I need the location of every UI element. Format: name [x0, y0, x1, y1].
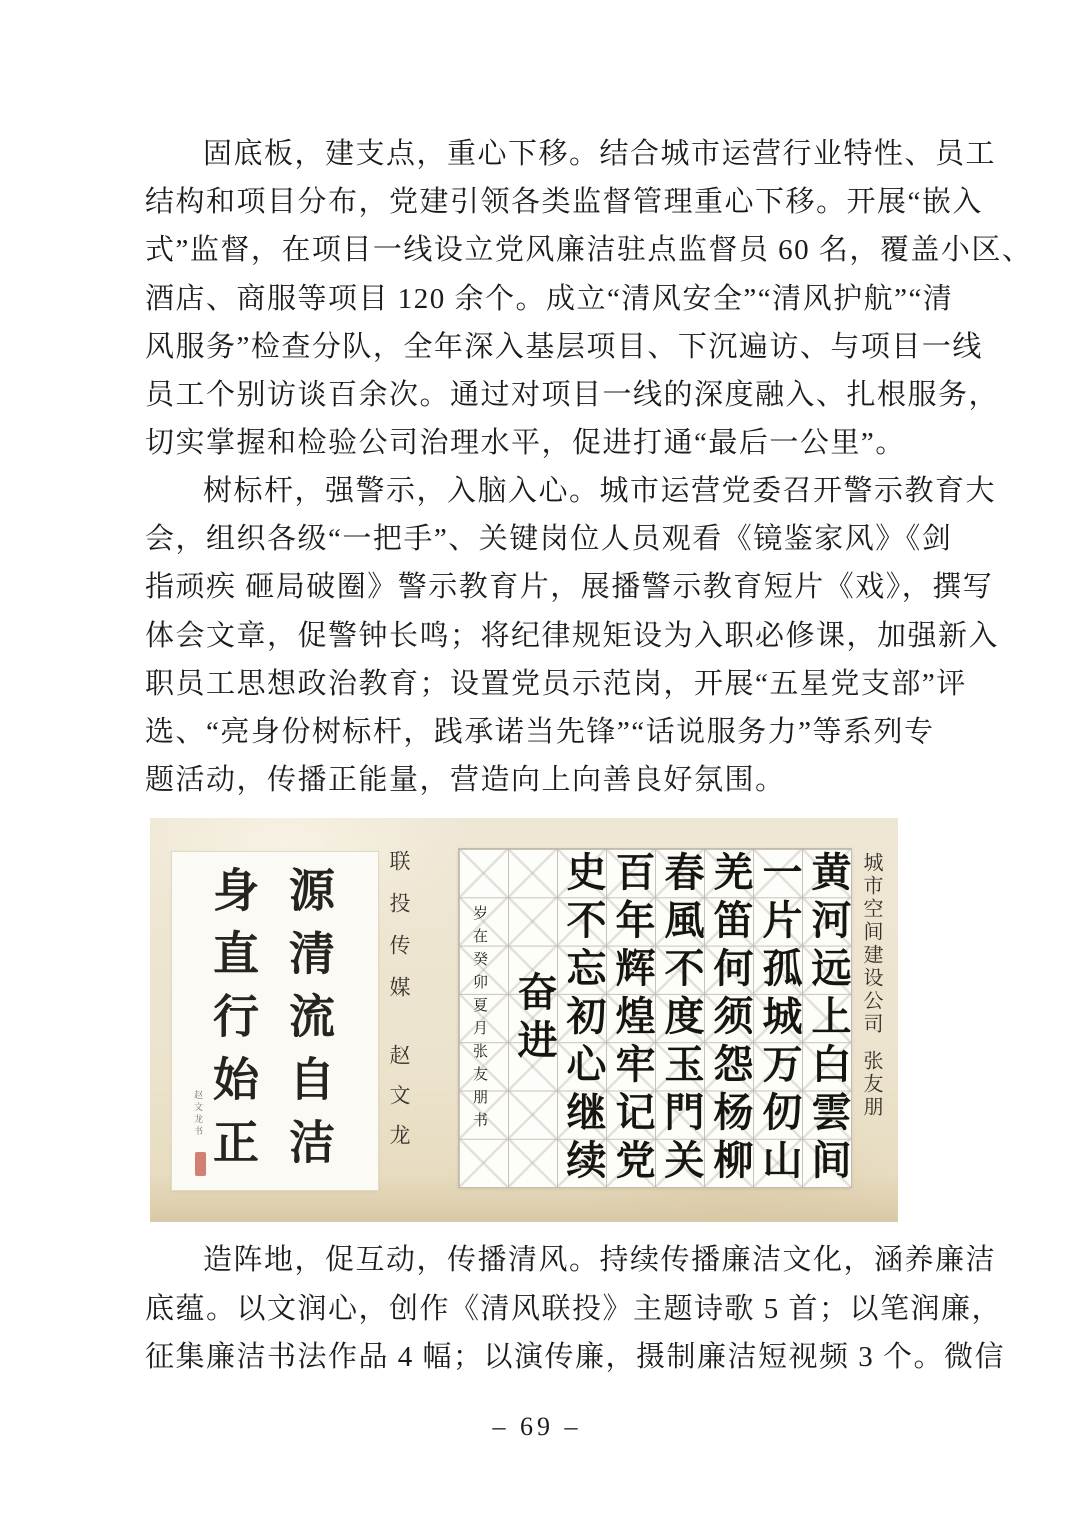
left-calligraphy-panel [172, 852, 378, 1190]
grid-signature: 岁在癸卯夏月张友朋书 [471, 905, 487, 1135]
page-number: – 69 – [492, 1412, 582, 1441]
scroll-column-right: 源清流自洁 [283, 866, 334, 1181]
text-line: 造阵地，促互动，传播清风。持续传播廉洁文化，涵养廉洁 [203, 1244, 997, 1276]
paragraph-1 [145, 130, 1033, 467]
scroll-column-left: 身直行始正 [207, 866, 258, 1181]
grid-column-4: 春風不度玉門关 [659, 851, 704, 1187]
grid-column-6: 史不忘初心继续 [561, 851, 606, 1187]
right-caption-org: 城市空间建设公司 [860, 852, 882, 1036]
text-line: 指顽疾 砸局破圈》警示教育片，展播警示教育短片《戏》，撰写 [145, 571, 994, 604]
paragraph-3 [145, 1236, 1006, 1382]
text-line: 底蕴。以文润心，创作《清风联投》主题诗歌 5 首；以笔润廉， [145, 1292, 1003, 1325]
text-line: 体会文章，促警钟长鸣；将纪律规矩设为入职必修课，加强新入 [145, 619, 1000, 652]
text-line: 切实掌握和检验公司治理水平，促进打通“最后一公里”。 [145, 427, 906, 460]
text-line: 员工个别访谈百余次。通过对项目一线的深度融入、扎根服务， [145, 378, 1000, 411]
text-line: 职员工思想政治教育；设置党员示范岗，开展“五星党支部”评 [145, 667, 967, 700]
text-line: 固底板，建支点，重心下移。结合城市运营行业特性、员工 [203, 138, 997, 170]
scroll-signature: 赵文龙书 [193, 1090, 203, 1138]
text-line: 结构和项目分布，党建引领各类监督管理重心下移。开展“嵌入 [145, 186, 983, 219]
left-caption-org: 联投传媒 [387, 850, 411, 1018]
right-caption-name: 张友朋 [860, 1050, 882, 1119]
text-line: 题活动，传播正能量，营造向上向善良好氛围。 [145, 764, 786, 797]
text-line: 酒店、商服等项目 120 余个。成立“清风安全”“清风护航”“清 [145, 282, 954, 315]
grid-column-3: 羌笛何须怨杨柳 [708, 851, 753, 1187]
red-seal-stamp [195, 1152, 206, 1176]
text-line: 树标杆，强警示，入脑入心。城市运营党委召开警示教育大 [203, 475, 997, 507]
text-line: 会，组织各级“一把手”、关键岗位人员观看《镜鉴家风》《剑 [145, 523, 953, 556]
left-caption-name: 赵文龙 [387, 1044, 411, 1164]
grid-column-1: 黄河远上白雲间 [806, 851, 851, 1187]
grid-calligraphy-panel [458, 848, 852, 1188]
text-line: 征集廉洁书法作品 4 幅；以演传廉，摄制廉洁短视频 3 个。微信 [145, 1341, 1006, 1373]
grid-column-5: 百年辉煌牢记党 [610, 851, 655, 1187]
grid-column-7: 奋进 [512, 971, 557, 1067]
paragraph-2 [145, 467, 1000, 804]
grid-column-2: 一片孤城万仞山 [757, 851, 802, 1187]
text-line: 选、“亮身份树标杆，践承诺当先锋”“话说服务力”等系列专 [145, 715, 935, 748]
text-line: 式”监督，在项目一线设立党风廉洁驻点监督员 60 名，覆盖小区、 [145, 234, 1033, 267]
calligraphy-figure [150, 818, 898, 1222]
text-line: 风服务”检查分队，全年深入基层项目、下沉遍访、与项目一线 [145, 330, 983, 363]
